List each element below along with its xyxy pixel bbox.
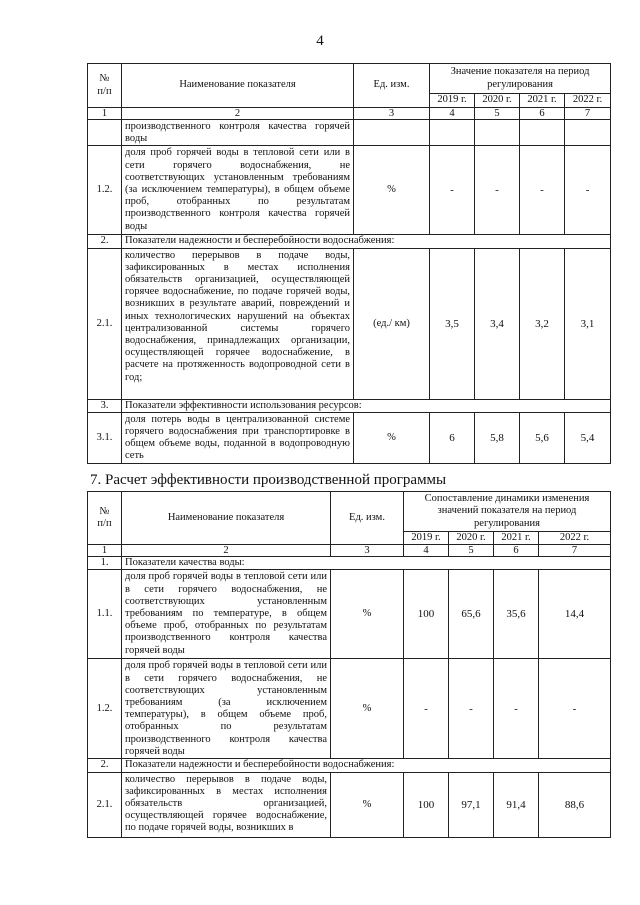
row-value: 3,2 <box>520 248 565 399</box>
section-row <box>88 557 611 570</box>
section-title: Показатели качества воды: <box>122 557 611 570</box>
row-num <box>88 120 122 146</box>
row-value: - <box>404 659 449 759</box>
row-unit: % <box>331 659 404 759</box>
table-row <box>88 570 611 659</box>
row-value: - <box>494 659 539 759</box>
index-cell: 1 <box>88 108 122 120</box>
row-value: 100 <box>404 570 449 659</box>
page-number: 4 <box>316 33 324 49</box>
row-num: 1.2. <box>88 659 122 759</box>
section-title: Показатели надежности и бесперебойности водоснабжения: <box>122 759 611 772</box>
index-cell: 5 <box>475 108 520 120</box>
row-value: 3,4 <box>475 248 520 399</box>
header-year: 2021 г. <box>520 94 565 108</box>
section-row <box>88 399 611 412</box>
header-year: 2022 г. <box>565 94 611 108</box>
row-unit: % <box>331 570 404 659</box>
section-row <box>88 759 611 772</box>
index-cell: 5 <box>449 545 494 557</box>
row-value: 5,6 <box>520 412 565 463</box>
row-value: 88,6 <box>539 772 611 837</box>
table-row <box>88 248 611 399</box>
row-value: - <box>475 146 520 235</box>
row-unit: (ед./ км) <box>354 248 430 399</box>
header-unit: Ед. изм. <box>354 64 430 108</box>
table-row <box>88 120 611 146</box>
row-value: 5,4 <box>565 412 611 463</box>
indicators-table <box>87 63 611 464</box>
efficiency-table <box>87 491 611 838</box>
section-heading: 7. Расчет эффективности производственной программы <box>90 472 447 488</box>
row-num: 1.1. <box>88 570 122 659</box>
section-title: Показатели эффективности использования ресурсов: <box>122 399 611 412</box>
row-value: 3,1 <box>565 248 611 399</box>
row-value: 97,1 <box>449 772 494 837</box>
row-value <box>565 120 611 146</box>
row-value: 14,4 <box>539 570 611 659</box>
row-unit <box>354 120 430 146</box>
row-num: 2.1. <box>88 248 122 399</box>
header-year: 2022 г. <box>539 532 611 545</box>
table-row <box>88 659 611 759</box>
row-value: 35,6 <box>494 570 539 659</box>
row-num: 2. <box>88 235 122 248</box>
header-year: 2021 г. <box>494 532 539 545</box>
row-value: 5,8 <box>475 412 520 463</box>
header-group: Сопоставление динамики изменения значений показателя на период регулирования <box>404 492 611 532</box>
row-unit: % <box>354 146 430 235</box>
row-num: 1.2. <box>88 146 122 235</box>
header-name: Наименование показателя <box>122 64 354 108</box>
row-value: 65,6 <box>449 570 494 659</box>
row-value: - <box>565 146 611 235</box>
index-cell: 3 <box>331 545 404 557</box>
index-cell: 7 <box>565 108 611 120</box>
row-num: 1. <box>88 557 122 570</box>
row-value: 6 <box>430 412 475 463</box>
index-cell: 4 <box>404 545 449 557</box>
header-year: 2020 г. <box>475 94 520 108</box>
row-unit: % <box>354 412 430 463</box>
index-cell: 4 <box>430 108 475 120</box>
row-name: доля проб горячей воды в тепловой сети или в сети горячего водоснабжения, не соответствующих установленным требованиям (за исключением температуры), в общем объеме проб, отобранных по результатам производственного контроля качества горячей воды <box>122 659 331 759</box>
header-num: № п/п <box>88 64 122 108</box>
row-name: доля проб горячей воды в тепловой сети или в сети горячего водоснабжения, не соответствующих установленным требованиям (за исключением температуры), в общем объеме проб, отобранных по результатам производственного контроля качества горячей воды <box>122 146 354 235</box>
header-group: Значение показателя на период регулирования <box>430 64 611 94</box>
table-row <box>88 412 611 463</box>
index-cell: 1 <box>88 545 122 557</box>
table-row <box>88 772 611 837</box>
index-cell: 3 <box>354 108 430 120</box>
row-value: - <box>449 659 494 759</box>
index-cell: 2 <box>122 108 354 120</box>
row-name: доля проб горячей воды в тепловой сети или в сети горячего водоснабжения, не соответствующих установленным требованиям по температуре, в общем объеме проб, отобранных по результатам производственного контроля качества горячей воды <box>122 570 331 659</box>
row-value: - <box>430 146 475 235</box>
row-unit: % <box>331 772 404 837</box>
header-num: № п/п <box>88 492 122 545</box>
header-year: 2019 г. <box>404 532 449 545</box>
header-year: 2020 г. <box>449 532 494 545</box>
index-cell: 6 <box>494 545 539 557</box>
row-num: 2. <box>88 759 122 772</box>
row-name: количество перерывов в подаче воды, зафиксированных в местах исполнения обязательств организацией, осуществляющей горячее водоснабжение, по подаче горячей воды, возникших в результате аварий, повреждений и иных технологических нарушений на объектах централизованной системы горячего водоснабжения, принадлежащих организации, осуществляющей горячее водоснабжение, в расчете на протяженность водопроводной сети в год; <box>122 248 354 399</box>
table-row <box>88 146 611 235</box>
index-cell: 6 <box>520 108 565 120</box>
index-cell: 2 <box>122 545 331 557</box>
row-name: доля потерь воды в централизованной системе горячего водоснабжения при транспортировке в общем объеме воды, поданной в водопроводную сеть <box>122 412 354 463</box>
row-value: - <box>520 146 565 235</box>
row-value: 91,4 <box>494 772 539 837</box>
section-row <box>88 235 611 248</box>
row-num: 3.1. <box>88 412 122 463</box>
section-title: Показатели надежности и бесперебойности водоснабжения: <box>122 235 611 248</box>
row-value: 3,5 <box>430 248 475 399</box>
header-unit: Ед. изм. <box>331 492 404 545</box>
row-value <box>520 120 565 146</box>
row-value <box>430 120 475 146</box>
header-year: 2019 г. <box>430 94 475 108</box>
row-name: количество перерывов в подаче воды, зафиксированных в местах исполнения обязательств организацией, осуществляющей горячее водоснабжение, по подаче горячей воды, возникших в <box>122 772 331 837</box>
row-value: 100 <box>404 772 449 837</box>
row-num: 3. <box>88 399 122 412</box>
index-cell: 7 <box>539 545 611 557</box>
header-name: Наименование показателя <box>122 492 331 545</box>
row-name: производственного контроля качества горячей воды <box>122 120 354 146</box>
row-value: - <box>539 659 611 759</box>
row-num: 2.1. <box>88 772 122 837</box>
row-value <box>475 120 520 146</box>
